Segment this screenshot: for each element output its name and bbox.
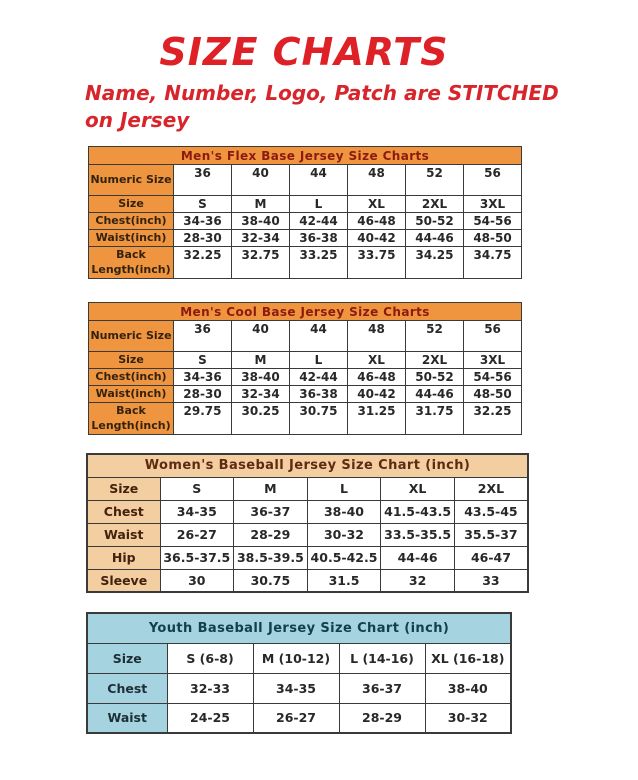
row-label: Back Length(inch) <box>89 403 174 435</box>
womens-baseball-size-table <box>86 453 638 593</box>
cell-value: 30 <box>160 569 234 592</box>
table-row <box>89 213 522 230</box>
cell-value: 44-46 <box>406 230 464 247</box>
row-label: Size <box>89 352 174 369</box>
cell-value: 46-47 <box>454 546 528 569</box>
cell-value: 44-46 <box>406 386 464 403</box>
cell-value: 24-25 <box>167 703 253 733</box>
table-row <box>87 523 528 546</box>
table-row <box>87 569 528 592</box>
table-row <box>87 673 511 703</box>
cell-value: 38-40 <box>425 673 511 703</box>
cell-value: 30-32 <box>425 703 511 733</box>
cell-value: 28-29 <box>339 703 425 733</box>
table-title: Men's Cool Base Jersey Size Charts <box>89 303 522 321</box>
cell-value: 38.5-39.5 <box>234 546 308 569</box>
cell-value: M <box>232 352 290 369</box>
cell-value: S <box>160 477 234 500</box>
cell-value: 36-38 <box>290 386 348 403</box>
table-title-row <box>87 454 528 477</box>
cell-value: 54-56 <box>464 213 522 230</box>
cell-value: 36-38 <box>290 230 348 247</box>
row-label: Waist <box>87 703 167 733</box>
cell-value: 29.75 <box>174 403 232 435</box>
cell-value: 52 <box>406 165 464 196</box>
table-title: Youth Baseball Jersey Size Chart (inch) <box>87 613 511 643</box>
table-row <box>89 165 522 196</box>
cell-value: 33 <box>454 569 528 592</box>
cell-value: L <box>290 352 348 369</box>
table-row <box>89 321 522 352</box>
mens-cool-base-table <box>88 302 522 435</box>
cell-value: 3XL <box>464 352 522 369</box>
row-label: Chest <box>87 500 160 523</box>
cell-value: 36.5-37.5 <box>160 546 234 569</box>
cell-value: 31.5 <box>307 569 381 592</box>
cell-value: 38-40 <box>307 500 381 523</box>
cell-value: 50-52 <box>406 213 464 230</box>
table-row <box>89 403 522 435</box>
page-title: SIZE CHARTS <box>159 30 449 74</box>
row-label: Chest <box>87 673 167 703</box>
womens-baseball-table <box>86 453 529 593</box>
cell-value: L (14-16) <box>339 643 425 673</box>
cell-value: 32 <box>381 569 455 592</box>
table-title: Women's Baseball Jersey Size Chart (inch) <box>87 454 528 477</box>
cell-value: XL <box>348 196 406 213</box>
cell-value: XL <box>348 352 406 369</box>
table-title-row <box>87 613 511 643</box>
cell-value: 31.25 <box>348 403 406 435</box>
row-label: Waist(inch) <box>89 386 174 403</box>
cell-value: 32.75 <box>232 247 290 279</box>
table-title-row <box>89 303 522 321</box>
table-row <box>87 703 511 733</box>
cell-value: 34.25 <box>406 247 464 279</box>
cell-value: 33.5-35.5 <box>381 523 455 546</box>
cell-value: 32.25 <box>174 247 232 279</box>
cell-value: 35.5-37 <box>454 523 528 546</box>
cell-value: 26-27 <box>160 523 234 546</box>
cell-value: 40.5-42.5 <box>307 546 381 569</box>
row-label: Waist <box>87 523 160 546</box>
row-label: Numeric Size <box>89 165 174 196</box>
cell-value: 28-30 <box>174 386 232 403</box>
cell-value: 33.75 <box>348 247 406 279</box>
cell-value: 32.25 <box>464 403 522 435</box>
cell-value: 41.5-43.5 <box>381 500 455 523</box>
table-row <box>89 386 522 403</box>
cell-value: 40 <box>232 165 290 196</box>
cell-value: M (10-12) <box>253 643 339 673</box>
table-row <box>89 196 522 213</box>
cell-value: S <box>174 196 232 213</box>
table-row <box>87 477 528 500</box>
cell-value: 44 <box>290 165 348 196</box>
cell-value: 36 <box>174 321 232 352</box>
cell-value: 2XL <box>454 477 528 500</box>
row-label: Size <box>89 196 174 213</box>
size-charts-page <box>0 30 638 780</box>
cell-value: 34-35 <box>160 500 234 523</box>
cell-value: 30.25 <box>232 403 290 435</box>
cell-value: 32-34 <box>232 230 290 247</box>
youth-baseball-table <box>86 612 512 734</box>
cell-value: 34-36 <box>174 369 232 386</box>
cell-value: 33.25 <box>290 247 348 279</box>
cell-value: 43.5-45 <box>454 500 528 523</box>
cell-value: 42-44 <box>290 213 348 230</box>
cell-value: 34.75 <box>464 247 522 279</box>
cell-value: 42-44 <box>290 369 348 386</box>
cell-value: 48-50 <box>464 230 522 247</box>
cell-value: 28-29 <box>234 523 308 546</box>
cell-value: 36-37 <box>234 500 308 523</box>
cell-value: 34-36 <box>174 213 232 230</box>
cell-value: XL (16-18) <box>425 643 511 673</box>
row-label: Hip <box>87 546 160 569</box>
cell-value: 52 <box>406 321 464 352</box>
cell-value: 54-56 <box>464 369 522 386</box>
cell-value: 2XL <box>406 196 464 213</box>
cell-value: M <box>234 477 308 500</box>
mens-flex-base-size-table <box>88 146 638 279</box>
row-label: Chest(inch) <box>89 213 174 230</box>
mens-cool-base-size-table <box>88 302 638 435</box>
cell-value: 44 <box>290 321 348 352</box>
youth-baseball-size-table <box>86 612 638 734</box>
row-label: Waist(inch) <box>89 230 174 247</box>
cell-value: 2XL <box>406 352 464 369</box>
page-subtitle <box>85 80 578 134</box>
cell-value: 26-27 <box>253 703 339 733</box>
table-row <box>87 546 528 569</box>
row-label: Numeric Size <box>89 321 174 352</box>
cell-value: 40-42 <box>348 386 406 403</box>
cell-value: 48 <box>348 165 406 196</box>
row-label: Sleeve <box>87 569 160 592</box>
cell-value: XL <box>381 477 455 500</box>
cell-value: 38-40 <box>232 213 290 230</box>
table-row <box>89 369 522 386</box>
cell-value: S (6-8) <box>167 643 253 673</box>
cell-value: M <box>232 196 290 213</box>
cell-value: 31.75 <box>406 403 464 435</box>
page-subtitle-line1: Name, Number, Logo, Patch are STITCHED <box>85 81 559 105</box>
cell-value: 50-52 <box>406 369 464 386</box>
cell-value: 44-46 <box>381 546 455 569</box>
cell-value: 40 <box>232 321 290 352</box>
cell-value: 48 <box>348 321 406 352</box>
table-row <box>87 643 511 673</box>
cell-value: S <box>174 352 232 369</box>
cell-value: 40-42 <box>348 230 406 247</box>
table-title-row <box>89 147 522 165</box>
table-row <box>89 352 522 369</box>
table-title: Men's Flex Base Jersey Size Charts <box>89 147 522 165</box>
cell-value: 32-33 <box>167 673 253 703</box>
page-subtitle-line2: on Jersey <box>85 108 190 132</box>
cell-value: 30.75 <box>290 403 348 435</box>
row-label: Size <box>87 643 167 673</box>
cell-value: 30-32 <box>307 523 381 546</box>
cell-value: 28-30 <box>174 230 232 247</box>
table-row <box>89 247 522 279</box>
cell-value: 46-48 <box>348 213 406 230</box>
cell-value: 46-48 <box>348 369 406 386</box>
mens-flex-base-table <box>88 146 522 279</box>
row-label: Chest(inch) <box>89 369 174 386</box>
cell-value: 48-50 <box>464 386 522 403</box>
table-row <box>87 500 528 523</box>
cell-value: L <box>307 477 381 500</box>
cell-value: 32-34 <box>232 386 290 403</box>
row-label: Back Length(inch) <box>89 247 174 279</box>
table-row <box>89 230 522 247</box>
cell-value: 3XL <box>464 196 522 213</box>
cell-value: 36-37 <box>339 673 425 703</box>
cell-value: 34-35 <box>253 673 339 703</box>
row-label: Size <box>87 477 160 500</box>
cell-value: 36 <box>174 165 232 196</box>
cell-value: 56 <box>464 321 522 352</box>
cell-value: 56 <box>464 165 522 196</box>
cell-value: L <box>290 196 348 213</box>
cell-value: 30.75 <box>234 569 308 592</box>
cell-value: 38-40 <box>232 369 290 386</box>
